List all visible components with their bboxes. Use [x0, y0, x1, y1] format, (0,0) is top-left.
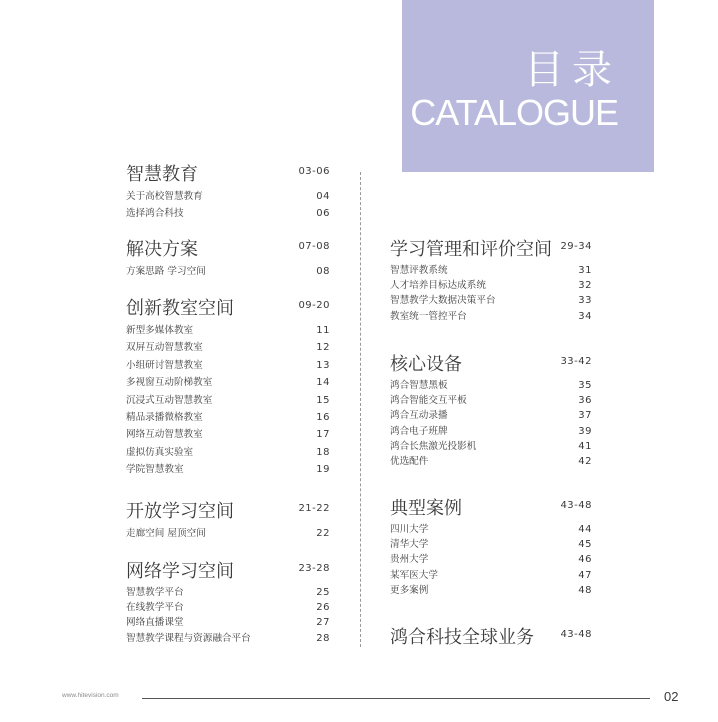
- toc-entry-page: 42: [578, 455, 592, 467]
- toc-entry-page: 06: [316, 208, 330, 220]
- toc-section-page-range: 29-34: [560, 241, 592, 252]
- toc-section-header[interactable]: [390, 623, 592, 649]
- toc-section-title: 学习管理和评价空间: [390, 239, 552, 260]
- toc-section: [126, 557, 330, 646]
- toc-entry-label: 智慧教学平台: [126, 587, 184, 598]
- toc-entry-page: 44: [578, 524, 592, 535]
- toc-entry-label: 小组研讨智慧教室: [126, 359, 203, 371]
- toc-entry-page: 33: [578, 295, 592, 307]
- toc-entry[interactable]: [390, 439, 592, 454]
- toc-section-header[interactable]: [126, 497, 330, 523]
- toc-entry[interactable]: [390, 537, 592, 552]
- toc-section: [126, 160, 330, 223]
- toc-entry-label: 智慧教学大数据决策平台: [390, 295, 496, 307]
- toc-entry-label: 学院智慧教室: [126, 464, 184, 476]
- toc-section-header[interactable]: [390, 350, 592, 376]
- toc-entry-label: 智慧教学课程与资源融合平台: [126, 632, 251, 644]
- toc-section-title: 核心设备: [390, 354, 462, 375]
- toc-entry[interactable]: [390, 293, 592, 308]
- footer-url[interactable]: www.hitevision.com: [62, 692, 119, 699]
- toc-entry-label: 人才培养目标达成系统: [390, 280, 486, 292]
- toc-entry-label: 贵州大学: [390, 554, 429, 566]
- toc-entry-label: 方案思路 学习空间: [126, 266, 206, 277]
- toc-entry[interactable]: [126, 188, 330, 205]
- toc-entry-page: 37: [578, 410, 592, 422]
- toc-entry-page: 35: [578, 380, 592, 391]
- toc-entry-label: 鸿合电子班牌: [390, 425, 448, 437]
- toc-entry-page: 12: [316, 342, 330, 354]
- toc-section: [390, 350, 592, 469]
- toc-entry-label: 精品录播微格教室: [126, 411, 203, 423]
- toc-entry-label: 沉浸式互动智慧教室: [126, 394, 213, 406]
- toc-entry-label: 智慧评教系统: [390, 265, 448, 276]
- toc-entry[interactable]: [390, 454, 592, 469]
- toc-entry[interactable]: [126, 357, 330, 374]
- toc-section-page-range: 09-20: [298, 300, 330, 311]
- toc-entry[interactable]: [126, 444, 330, 461]
- toc-section-page-range: 07-08: [298, 241, 330, 252]
- toc-entry-page: 48: [578, 584, 592, 596]
- toc-section-page-range: 23-28: [298, 563, 330, 574]
- toc-entry[interactable]: [390, 393, 592, 408]
- toc-entry[interactable]: [126, 426, 330, 443]
- toc-section-title: 典型案例: [390, 498, 462, 519]
- toc-entry[interactable]: [126, 461, 330, 478]
- toc-entry-page: 22: [316, 528, 330, 539]
- toc-entry-label: 走廊空间 屋顶空间: [126, 528, 206, 539]
- toc-entry-page: 45: [578, 539, 592, 551]
- toc-entry-page: 34: [578, 310, 592, 322]
- toc-section-page-range: 33-42: [560, 356, 592, 367]
- toc-entry-label: 鸿合智能交互平板: [390, 395, 467, 407]
- toc-entry[interactable]: [126, 600, 330, 615]
- toc-entry-label: 选择鸿合科技: [126, 208, 184, 220]
- toc-entry-label: 更多案例: [390, 584, 429, 596]
- column-divider: [360, 172, 361, 647]
- toc-entry-page: 36: [578, 395, 592, 407]
- toc-section: [390, 623, 592, 651]
- toc-entry-page: 16: [316, 411, 330, 423]
- toc-section-header[interactable]: [390, 235, 592, 261]
- toc-entry-page: 46: [578, 554, 592, 566]
- toc-section-header[interactable]: [126, 160, 330, 186]
- toc-entry[interactable]: [126, 339, 330, 356]
- toc-entry-page: 18: [316, 446, 330, 458]
- footer-rule: [142, 698, 650, 699]
- catalogue-title-en: CATALOGUE: [410, 92, 618, 133]
- toc-entry-label: 四川大学: [390, 524, 429, 535]
- toc-section: [126, 235, 330, 280]
- toc-entry-page: 28: [316, 632, 330, 644]
- toc-entry[interactable]: [126, 374, 330, 391]
- toc-entry[interactable]: [126, 263, 330, 280]
- toc-entry-label: 网络互动智慧教室: [126, 429, 203, 441]
- toc-entry-label: 清华大学: [390, 539, 429, 551]
- toc-entry-page: 11: [316, 325, 330, 336]
- toc-entry-page: 17: [316, 429, 330, 441]
- toc-entry-label: 鸿合智慧黑板: [390, 380, 448, 391]
- toc-section-title: 网络学习空间: [126, 561, 234, 582]
- toc-entry[interactable]: [390, 378, 592, 393]
- toc-entry-label: 优选配件: [390, 455, 429, 467]
- toc-entry[interactable]: [390, 408, 592, 423]
- toc-section-header[interactable]: [390, 494, 592, 520]
- toc-entry[interactable]: [390, 552, 592, 567]
- toc-entry-label: 鸿合互动录播: [390, 410, 448, 422]
- toc-section: [390, 235, 592, 324]
- toc-entry-page: 25: [316, 587, 330, 598]
- toc-entry[interactable]: [126, 525, 330, 542]
- toc-entry-label: 某军医大学: [390, 569, 438, 581]
- toc-entry-page: 19: [316, 464, 330, 476]
- toc-entry[interactable]: [390, 568, 592, 583]
- toc-entry-label: 鸿合长焦激光投影机: [390, 440, 477, 452]
- toc-entry[interactable]: [390, 522, 592, 537]
- toc-entry[interactable]: [390, 309, 592, 324]
- toc-section-page-range: 43-48: [560, 500, 592, 511]
- toc-entry-page: 31: [578, 265, 592, 276]
- toc-section-title: 解决方案: [126, 239, 198, 260]
- toc-section-header[interactable]: [126, 557, 330, 583]
- toc-section-title: 创新教室空间: [126, 298, 234, 319]
- toc-entry[interactable]: [126, 205, 330, 222]
- toc-section: [390, 494, 592, 598]
- toc-entry-page: 32: [578, 280, 592, 292]
- toc-entry[interactable]: [126, 585, 330, 600]
- toc-entry-label: 双屏互动智慧教室: [126, 342, 203, 354]
- toc-entry-page: 15: [316, 394, 330, 406]
- toc-entry[interactable]: [390, 424, 592, 439]
- toc-entry-page: 41: [578, 440, 592, 452]
- toc-entry-label: 网络直播课堂: [126, 617, 184, 629]
- toc-entry-label: 新型多媒体教室: [126, 325, 194, 336]
- toc-entry[interactable]: [390, 278, 592, 293]
- toc-section-header[interactable]: [126, 235, 330, 261]
- toc-entry-page: 04: [316, 191, 330, 202]
- toc-entry-page: 39: [578, 425, 592, 437]
- toc-entry-label: 在线教学平台: [126, 602, 184, 614]
- toc-entry-page: 26: [316, 602, 330, 614]
- toc-entry[interactable]: [126, 615, 330, 630]
- toc-section-header[interactable]: [126, 294, 330, 320]
- toc-section-page-range: 03-06: [298, 166, 330, 177]
- toc-entry-label: 关于高校智慧教育: [126, 191, 203, 202]
- catalogue-title-zh: 目录: [524, 47, 620, 93]
- toc-section-title: 开放学习空间: [126, 501, 234, 522]
- toc-section-title: 智慧教育: [126, 164, 198, 185]
- toc-section: [126, 294, 330, 479]
- toc-entry-page: 14: [316, 377, 330, 389]
- toc-entry-label: 虚拟仿真实验室: [126, 446, 194, 458]
- toc-section: [126, 497, 330, 542]
- toc-entry-label: 教室统一管控平台: [390, 310, 467, 322]
- toc-entry-label: 多视窗互动阶梯教室: [126, 377, 213, 389]
- toc-entry-page: 08: [316, 266, 330, 277]
- toc-entry[interactable]: [390, 263, 592, 278]
- toc-section-title: 鸿合科技全球业务: [390, 627, 534, 648]
- catalogue-banner: [402, 0, 654, 172]
- toc-entry[interactable]: [126, 631, 330, 646]
- toc-entry-page: 27: [316, 617, 330, 629]
- toc-section-page-range: 43-48: [560, 629, 592, 640]
- toc-entry-page: 13: [316, 359, 330, 371]
- footer-page-number: 02: [664, 689, 679, 704]
- toc-entry[interactable]: [126, 392, 330, 409]
- toc-section-page-range: 21-22: [298, 503, 330, 514]
- toc-entry[interactable]: [390, 583, 592, 598]
- toc-entry-page: 47: [578, 569, 592, 581]
- toc-entry[interactable]: [126, 322, 330, 339]
- toc-entry[interactable]: [126, 409, 330, 426]
